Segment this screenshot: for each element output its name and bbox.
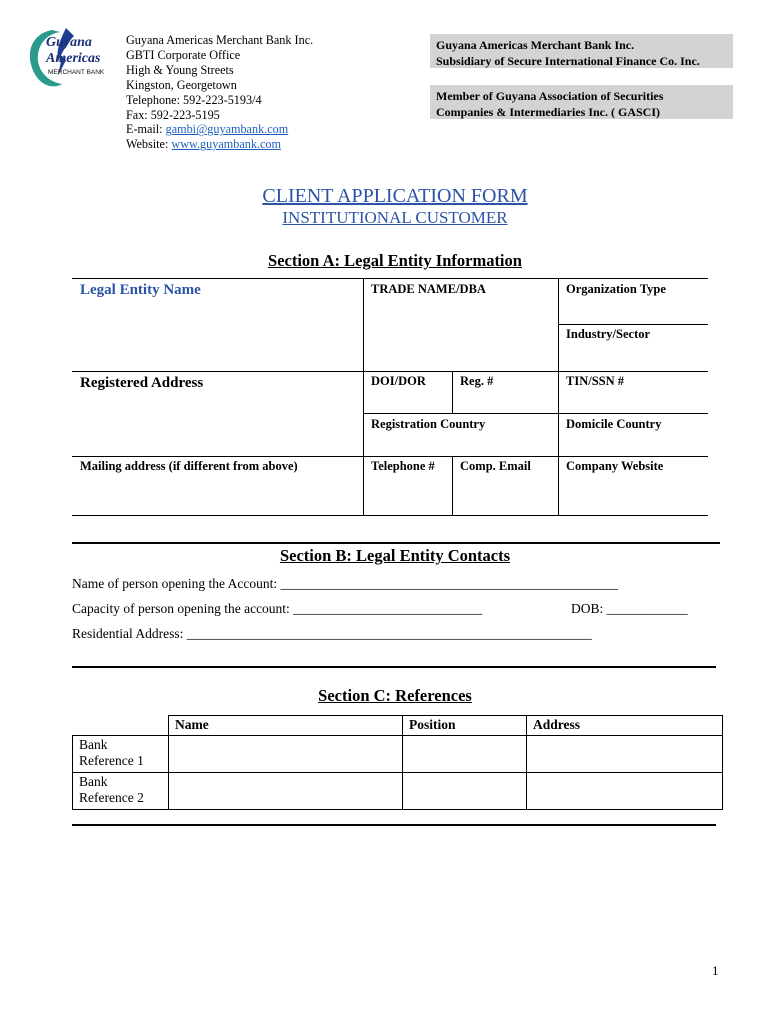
registered-address-label: Registered Address xyxy=(80,375,204,391)
company-website-label: Company Website xyxy=(566,459,664,473)
subsidiary-line: Subsidiary of Secure International Finance Co. Inc. xyxy=(436,54,700,68)
email-line: E-mail: gambi@guyambank.com xyxy=(126,122,289,137)
table-rule xyxy=(72,515,708,516)
table-rule xyxy=(363,278,364,515)
legal-entity-name-label: Legal Entity Name xyxy=(80,282,201,298)
name-of-person-field[interactable]: __________________________________________________ xyxy=(280,576,618,591)
organization-type-label: Organization Type xyxy=(566,282,666,296)
section-a-heading: Section A: Legal Entity Information xyxy=(268,251,522,270)
address-line: Fax: 592-223-5195 xyxy=(126,107,220,122)
table-header-row xyxy=(73,716,723,736)
reference-name-cell[interactable] xyxy=(169,736,403,773)
residential-address-field[interactable]: ____________________________________________________________ xyxy=(186,626,592,641)
page-number: 1 xyxy=(712,963,719,978)
table-rule xyxy=(558,324,708,325)
section-b-heading: Section B: Legal Entity Contacts xyxy=(279,546,511,565)
section-divider xyxy=(72,542,720,544)
subsidiary-box xyxy=(430,34,733,68)
table-rule xyxy=(558,278,559,515)
table-rule xyxy=(363,413,708,414)
table-header-cell: Address xyxy=(527,716,723,736)
telephone-label: Telephone # xyxy=(371,459,435,473)
address-line: GBTI Corporate Office xyxy=(126,47,241,62)
address-line: Telephone: 592-223-5193/4 xyxy=(126,92,262,107)
reference-position-cell[interactable] xyxy=(403,736,527,773)
registration-country-label: Registration Country xyxy=(371,417,486,431)
doi-dor-label: DOI/DOR xyxy=(371,374,426,388)
address-line: Guyana Americas Merchant Bank Inc. xyxy=(126,33,314,47)
membership-line: Companies & Intermediaries Inc. ( GASCI) xyxy=(436,105,660,119)
reg-no-label: Reg. # xyxy=(460,374,494,388)
address-line: Kingston, Georgetown xyxy=(126,77,237,92)
table-rule xyxy=(72,371,708,372)
reference-position-cell[interactable] xyxy=(403,773,527,810)
table-rule xyxy=(72,278,708,279)
form-subtitle: INSTITUTIONAL CUSTOMER xyxy=(282,208,508,227)
address-line: High & Young Streets xyxy=(126,62,234,77)
membership-box xyxy=(430,85,733,119)
section-divider xyxy=(72,824,716,826)
name-of-person-line: Name of person opening the Account: __________________________________________________ xyxy=(72,576,618,591)
form-title: CLIENT APPLICATION FORM xyxy=(262,185,528,207)
email-link[interactable]: gambi@guyambank.com xyxy=(165,122,289,137)
website-line: Website: www.guyambank.com xyxy=(126,137,281,152)
reference-label: Bank Reference 2 xyxy=(73,773,169,810)
table-row xyxy=(73,773,723,810)
reference-name-cell[interactable] xyxy=(169,773,403,810)
bank-logo xyxy=(22,26,114,90)
website-link[interactable]: www.guyambank.com xyxy=(171,137,281,152)
mailing-address-label: Mailing address (if different from above) xyxy=(80,459,298,473)
reference-address-cell[interactable] xyxy=(527,773,723,810)
industry-sector-label: Industry/Sector xyxy=(566,327,651,341)
comp-email-label: Comp. Email xyxy=(460,459,531,473)
reference-label: Bank Reference 1 xyxy=(73,736,169,773)
capacity-line: Capacity of person opening the account: ____________________________ xyxy=(72,601,483,616)
table-rule xyxy=(72,456,708,457)
table-rule xyxy=(452,371,453,413)
table-header-cell: Position xyxy=(403,716,527,736)
capacity-field[interactable]: ____________________________ xyxy=(293,601,483,616)
bank-address xyxy=(126,33,313,152)
section-c-heading: Section C: References xyxy=(318,686,472,705)
trade-name-label: TRADE NAME/DBA xyxy=(371,282,486,296)
dob-line: DOB: ____________ xyxy=(571,601,688,616)
table-header-cell: Name xyxy=(169,716,403,736)
logo-text-2: Americas xyxy=(46,51,101,66)
residential-address-line: Residential Address: ____________________________________________________________ xyxy=(72,626,592,641)
table-row xyxy=(73,736,723,773)
dob-field[interactable]: ____________ xyxy=(606,601,688,616)
table-header-cell xyxy=(73,716,169,736)
section-divider xyxy=(72,666,716,668)
logo-text-3: MERCHANT BANK xyxy=(48,69,105,76)
membership-line: Member of Guyana Association of Securities xyxy=(436,89,664,103)
tin-ssn-label: TIN/SSN # xyxy=(566,374,625,388)
references-table xyxy=(72,715,723,810)
logo-text-1: Guyana xyxy=(46,35,92,50)
subsidiary-line: Guyana Americas Merchant Bank Inc. xyxy=(436,38,635,52)
reference-address-cell[interactable] xyxy=(527,736,723,773)
table-rule xyxy=(452,456,453,515)
domicile-country-label: Domicile Country xyxy=(566,417,662,431)
